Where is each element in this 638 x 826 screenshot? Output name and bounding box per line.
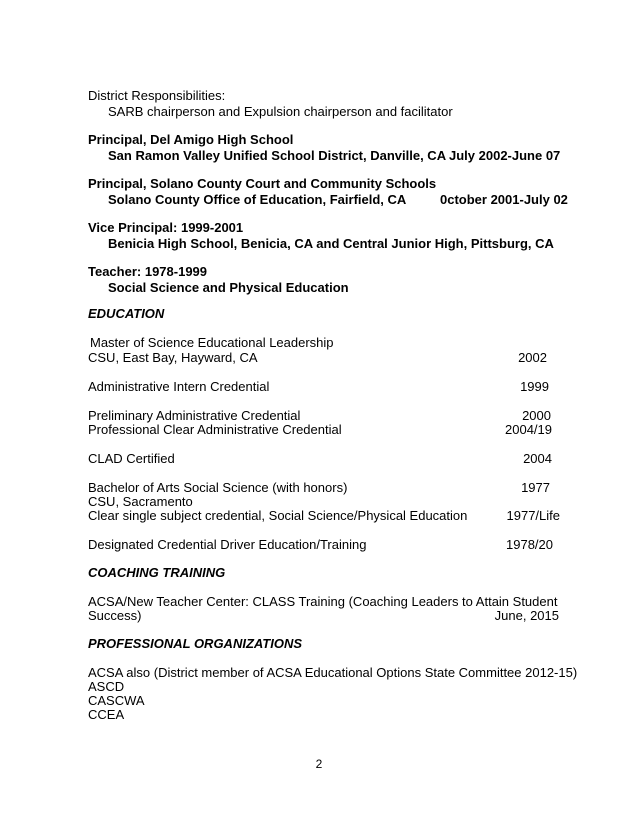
education-year: 1977/Life [506, 508, 560, 523]
organization-item: ACSA also (District member of ACSA Educational Options State Committee 2012-15) [88, 665, 578, 680]
coaching-line: Success) [88, 608, 142, 623]
organization-item: ASCD [88, 679, 125, 694]
coaching-line: ACSA/New Teacher Center: CLASS Training (Coaching Leaders to Attain Student [88, 594, 558, 609]
education-year: 1977 [521, 480, 550, 495]
page-number: 2 [315, 757, 323, 771]
education-line: CSU, East Bay, Hayward, CA [88, 350, 258, 365]
coaching-date: June, 2015 [494, 608, 559, 623]
organizations-heading: PROFESSIONAL ORGANIZATIONS [88, 636, 303, 651]
education-line: Clear single subject credential, Social Science/Physical Education [88, 508, 468, 523]
education-line: Bachelor of Arts Social Science (with honors) [88, 480, 348, 495]
education-heading: EDUCATION [88, 306, 165, 321]
organization-item: CASCWA [88, 693, 145, 708]
education-line: Preliminary Administrative Credential [88, 408, 301, 423]
education-line: Professional Clear Administrative Credential [88, 422, 342, 437]
experience-detail: Benicia High School, Benicia, CA and Central Junior High, Pittsburg, CA [108, 236, 554, 251]
experience-title: Principal, Del Amigo High School [88, 132, 294, 147]
education-line: Designated Credential Driver Education/Training [88, 537, 367, 552]
education-line: Administrative Intern Credential [88, 379, 270, 394]
education-line: CSU, Sacramento [88, 494, 193, 509]
district-detail: SARB chairperson and Expulsion chairperson and facilitator [108, 104, 453, 119]
experience-detail: Solano County Office of Education, Fairfield, CA [108, 192, 407, 207]
experience-dates: 0ctober 2001-July 02 [440, 192, 568, 207]
education-year: 2000 [522, 408, 551, 423]
coaching-heading: COACHING TRAINING [88, 565, 226, 580]
education-line: CLAD Certified [88, 451, 175, 466]
education-year: 1999 [520, 379, 549, 394]
education-line: Master of Science Educational Leadership [90, 335, 334, 350]
education-year: 2004/19 [505, 422, 552, 437]
education-year: 2002 [518, 350, 547, 365]
experience-detail: Social Science and Physical Education [108, 280, 349, 295]
experience-detail: San Ramon Valley Unified School District, Danville, CA [108, 148, 447, 163]
experience-dates: July 2002-June 07 [449, 148, 561, 163]
education-year: 2004 [523, 451, 552, 466]
experience-title: Vice Principal: 1999-2001 [88, 220, 244, 235]
district-heading: District Responsibilities: [88, 88, 226, 103]
education-year: 1978/20 [506, 537, 553, 552]
experience-title: Teacher: 1978-1999 [88, 264, 208, 279]
experience-title: Principal, Solano County Court and Community Schools [88, 176, 437, 191]
organization-item: CCEA [88, 707, 125, 722]
